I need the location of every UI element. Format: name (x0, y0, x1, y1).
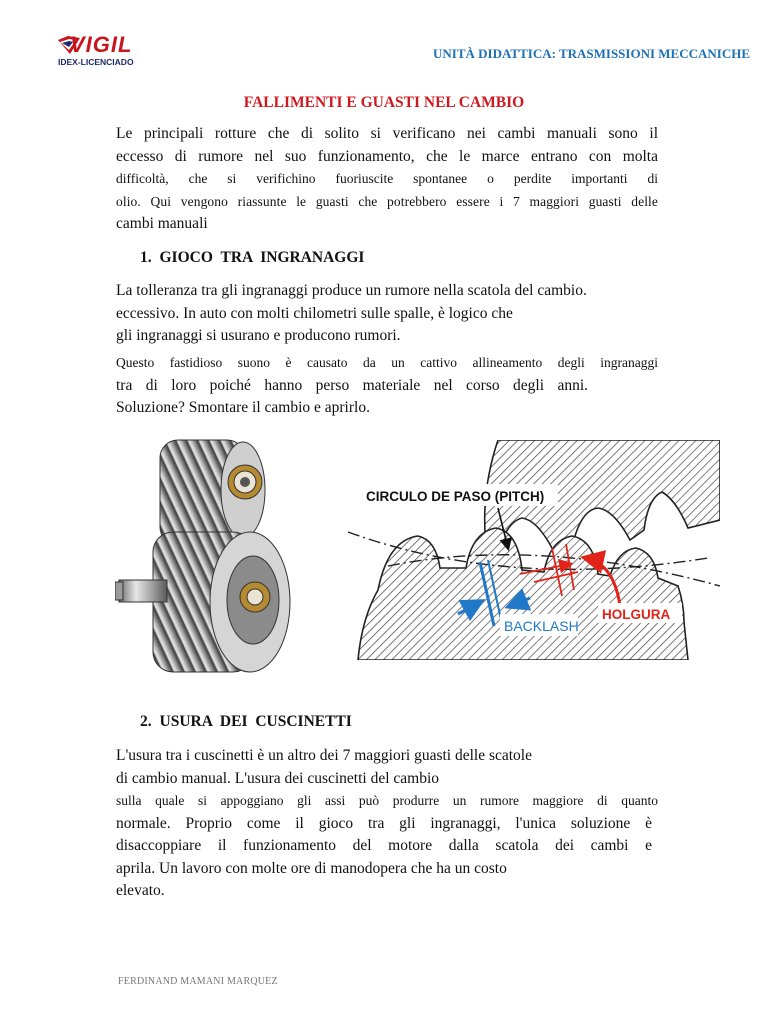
backlash-diagram (348, 440, 720, 660)
section1-line: Questo fastidioso suono è causato da un cattivo allineamento degli ingranaggi (116, 355, 658, 370)
intro-line: cambi manuali (116, 215, 208, 232)
section2-line: elevato. (116, 882, 165, 899)
logo-text: VIGIL (70, 32, 133, 57)
section1-line: eccessivo. In auto con molti chilometri sulle spalle, è logico che (116, 304, 513, 322)
section2-line: di cambio manual. L'usura dei cuscinetti del cambio (116, 769, 440, 787)
section2-line: sulla quale si appoggiano gli assi può produrre un rumore maggiore di quanto (116, 793, 658, 808)
logo-subtitle: IDEX-LICENCIADO (58, 57, 134, 67)
section-heading-2: 2. USURA DEI CUSCINETTI (140, 713, 352, 730)
helical-gears-image (115, 432, 325, 682)
backlash-label: BACKLASH (504, 618, 579, 634)
section1-line: La tolleranza tra gli ingranaggi produce un rumore nella scatola del cambio. (116, 282, 587, 299)
holgura-label: HOLGURA (602, 607, 671, 622)
section2-line: aprila. Un lavoro con molte ore di manodopera che ha un costo (116, 859, 507, 877)
intro-line: olio. Qui vengono riassunte le guasti che potrebbero essere i 7 maggiori guasti delle (116, 193, 658, 209)
section1-line: tra di loro poiché hanno perso materiale nel corso degli anni. (116, 376, 588, 394)
section1-paragraph-1 (116, 280, 658, 348)
section2-paragraph (116, 745, 658, 903)
section1-line: Soluzione? Smontare il cambio e aprirlo. (116, 399, 370, 416)
pitch-label: CIRCULO DE PASO (PITCH) (366, 489, 545, 504)
section-heading-1: 1. GIOCO TRA INGRANAGGI (140, 249, 365, 266)
section2-line: normale. Proprio come il gioco tra gli ingranaggi, l'unica soluzione è (116, 814, 652, 832)
section1-line: gli ingranaggi si usurano e producono rumori. (116, 327, 401, 344)
intro-line: eccesso di rumore nel suo funzionamento, che le marce entrano con molta (116, 147, 658, 165)
intro-line: difficoltà, che si verifichino fuoriuscite spontanee o perdite importanti di (116, 171, 658, 186)
unit-title: UNITÀ DIDATTICA: TRASMISSIONI MECCANICHE (433, 46, 750, 61)
section2-line: disaccoppiare il funzionamento del motore dalla scatola dei cambi e (116, 837, 652, 854)
section1-paragraph-2 (116, 352, 658, 420)
section2-line: L'usura tra i cuscinetti è un altro dei 7 maggiori guasti delle scatole (116, 747, 532, 764)
intro-paragraph (116, 123, 658, 236)
lower-gear (358, 528, 688, 660)
page-title: FALLIMENTI E GUASTI NEL CAMBIO (243, 94, 525, 111)
footer-author: FERDINAND MAMANI MARQUEZ (118, 976, 278, 987)
intro-line: Le principali rotture che di solito si verificano nei cambi manuali sono il (116, 125, 658, 142)
